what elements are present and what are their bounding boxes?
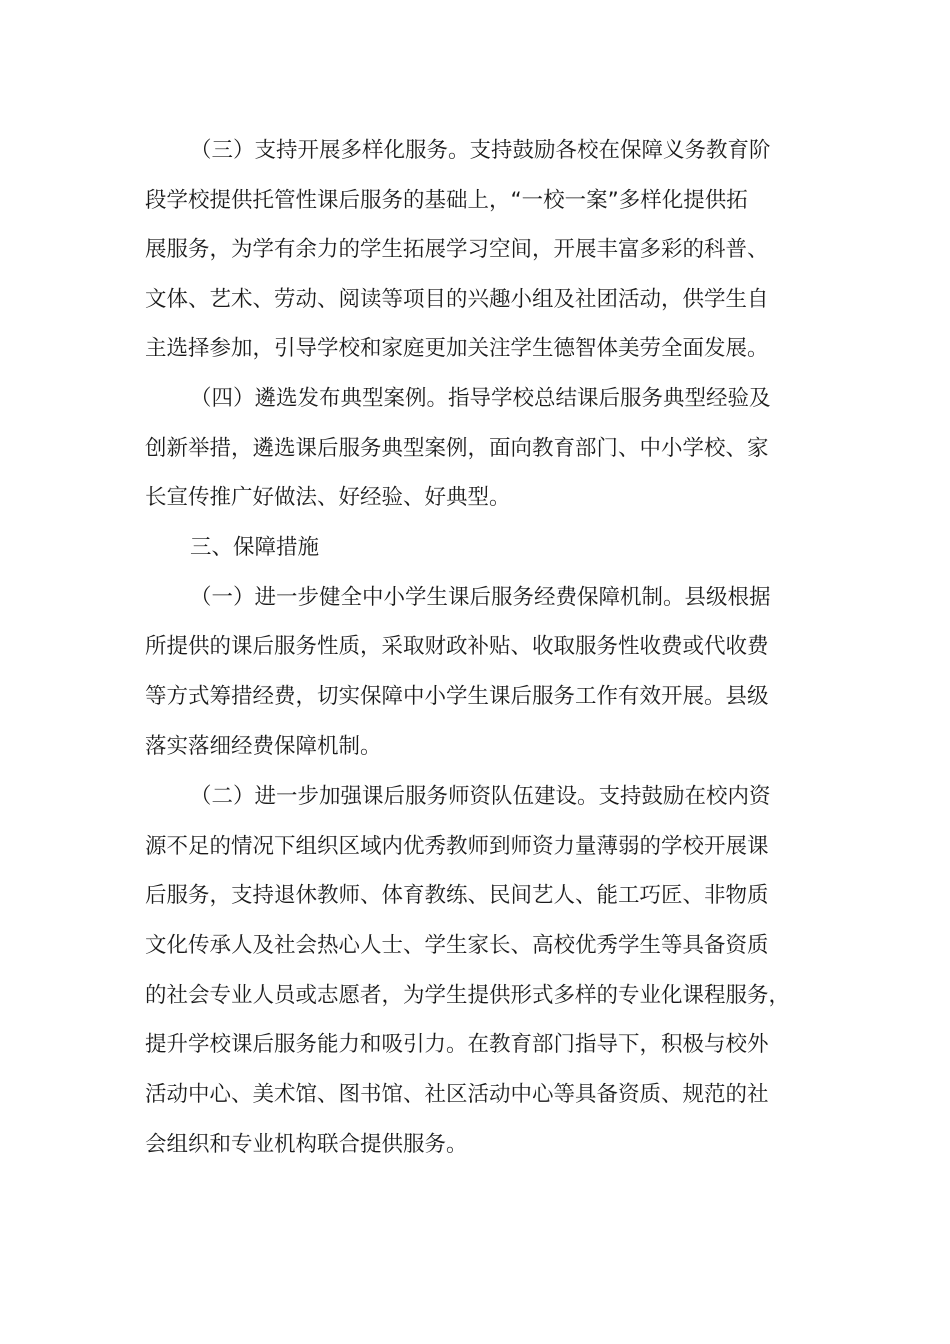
measure-1-line-4: 落实落细经费保障机制。	[145, 734, 382, 759]
measure-1-line-3: 等方式筹措经费，切实保障中小学生课后服务工作有效开展。县级	[145, 684, 769, 709]
paragraph-3-line-3: 展服务，为学有余力的学生拓展学习空间，开展丰富多彩的科普、	[145, 237, 769, 262]
measure-1-line-1: （一）进一步健全中小学生课后服务经费保障机制。县级根据	[190, 585, 771, 610]
measure-2-line-3: 后服务，支持退休教师、体育教练、民间艺人、能工巧匠、非物质	[145, 883, 769, 908]
paragraph-4-line-2: 创新举措，遴选课后服务典型案例，面向教育部门、中小学校、家	[145, 436, 769, 461]
paragraph-3-line-4: 文体、艺术、劳动、阅读等项目的兴趣小组及社团活动，供学生自	[145, 287, 769, 312]
paragraph-3-line-5: 主选择参加，引导学校和家庭更加关注学生德智体美劳全面发展。	[145, 336, 769, 361]
measure-1-line-2: 所提供的课后服务性质，采取财政补贴、收取服务性收费或代收费	[145, 634, 769, 659]
measure-2-line-5: 的社会专业人员或志愿者，为学生提供形式多样的专业化课程服务，	[145, 983, 791, 1008]
measure-2-line-6: 提升学校课后服务能力和吸引力。在教育部门指导下，积极与校外	[145, 1032, 769, 1057]
measure-2-line-8: 会组织和专业机构联合提供服务。	[145, 1132, 468, 1157]
paragraph-3-line-2: 段学校提供托管性课后服务的基础上，“一校一案”多样化提供拓	[145, 188, 748, 213]
paragraph-3-line-1: （三）支持开展多样化服务。支持鼓励各校在保障义务教育阶	[190, 138, 771, 163]
paragraph-4-line-3: 长宣传推广好做法、好经验、好典型。	[145, 485, 511, 510]
measure-2-line-4: 文化传承人及社会热心人士、学生家长、高校优秀学生等具备资质	[145, 933, 769, 958]
measure-2-line-7: 活动中心、美术馆、图书馆、社区活动中心等具备资质、规范的社	[145, 1082, 769, 1107]
paragraph-4-line-1: （四）遴选发布典型案例。指导学校总结课后服务典型经验及	[190, 386, 771, 411]
measure-2-line-2: 源不足的情况下组织区域内优秀教师到师资力量薄弱的学校开展课	[145, 834, 769, 859]
section-heading: 三、保障措施	[190, 535, 320, 560]
measure-2-line-1: （二）进一步加强课后服务师资队伍建设。支持鼓励在校内资	[190, 784, 771, 809]
